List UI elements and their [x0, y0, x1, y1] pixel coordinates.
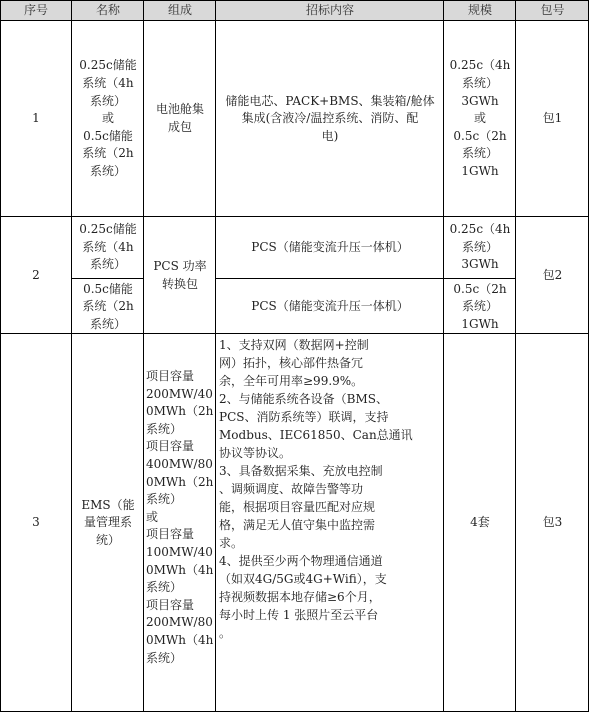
grid-line [0, 216, 589, 217]
header-index: 序号 [23, 2, 48, 17]
row1-package: 包1 [542, 111, 563, 126]
row2-name-a: 0.25c储能 系统（4h 系统） [79, 222, 137, 272]
grid-line [0, 0, 1, 712]
row1-index: 1 [32, 111, 40, 126]
grid-line [443, 0, 444, 712]
row1-content: 储能电芯、PACK+BMS、集装箱/舱体 集成(含液冷/温控系统、消防、配 电) [225, 93, 435, 143]
row2-scale-b: 0.5c（2h 系统） 1GWh [453, 281, 507, 331]
header-composition: 组成 [167, 2, 192, 17]
grid-line [0, 711, 589, 712]
grid-line [515, 0, 516, 712]
row3-package: 包3 [542, 515, 563, 530]
row1-composition: 电池舱集 成包 [155, 102, 204, 134]
row1-scale: 0.25c（4h 系统） 3GWh 或 0.5c（2h 系统） 1GWh [449, 58, 511, 178]
row2-content-a: PCS（储能变流升压一体机） [251, 239, 409, 254]
row3-scale: 4套 [470, 515, 490, 530]
header-package: 包号 [540, 2, 565, 17]
row3-index: 3 [32, 515, 40, 530]
row2-scale-a: 0.25c（4h 系统） 3GWh [449, 222, 511, 272]
grid-line [71, 0, 72, 712]
header-scale: 规模 [467, 2, 492, 17]
row2-composition: PCS 功率 转换包 [153, 258, 207, 291]
row2-index: 2 [32, 267, 40, 282]
grid-line [215, 0, 216, 712]
grid-line [72, 278, 144, 279]
header-content: 招标内容 [305, 2, 354, 17]
row3-content: 1、支持双网（数据网+控制 网）拓扑，核心部件热备冗 余，全年可用率≥99.9%。 2、与储能系统各设备（BMS、 PCS、消防系统等）联调，支持 Modbus、IEC61850、Can总通讯 协议等协议。 3、具备数据采集、充放电控制 、调频调度、故障告警等功 能，根据项目容量匹配对应规 格，满足无人值守集中监控需 求。 4、提供至少两个物理通信通道 （如双4G/5G或4G+Wifi），支 持视频数据本地存储≥6个月， 每小时上传 1 张照片至云平台 。 [219, 338, 413, 640]
row2-package: 包2 [542, 267, 563, 282]
grid-line [0, 333, 589, 334]
row3-composition: 项目容量 200MW/40 0MWh（2h 系统） 项目容量 400MW/80 0MWh（2h 系统） 或 项目容量 100MW/40 0MWh（4h 系统） 项目容量 200MW/80 0MWh（4h 系统） [146, 369, 214, 665]
row2-content-b: PCS（储能变流升压一体机） [251, 299, 409, 314]
grid-line [0, 0, 589, 1]
header-name: 名称 [95, 2, 120, 17]
row3-name: EMS（能 量管理系 统） [81, 497, 135, 547]
grid-line [0, 20, 589, 21]
row1-name: 0.25c储能 系统（4h 系统） 或 0.5c储能 系统（2h 系统） [79, 58, 137, 178]
grid-line [143, 0, 144, 712]
row2-name-b: 0.5c储能 系统（2h 系统） [82, 281, 134, 331]
grid-line [216, 278, 516, 279]
